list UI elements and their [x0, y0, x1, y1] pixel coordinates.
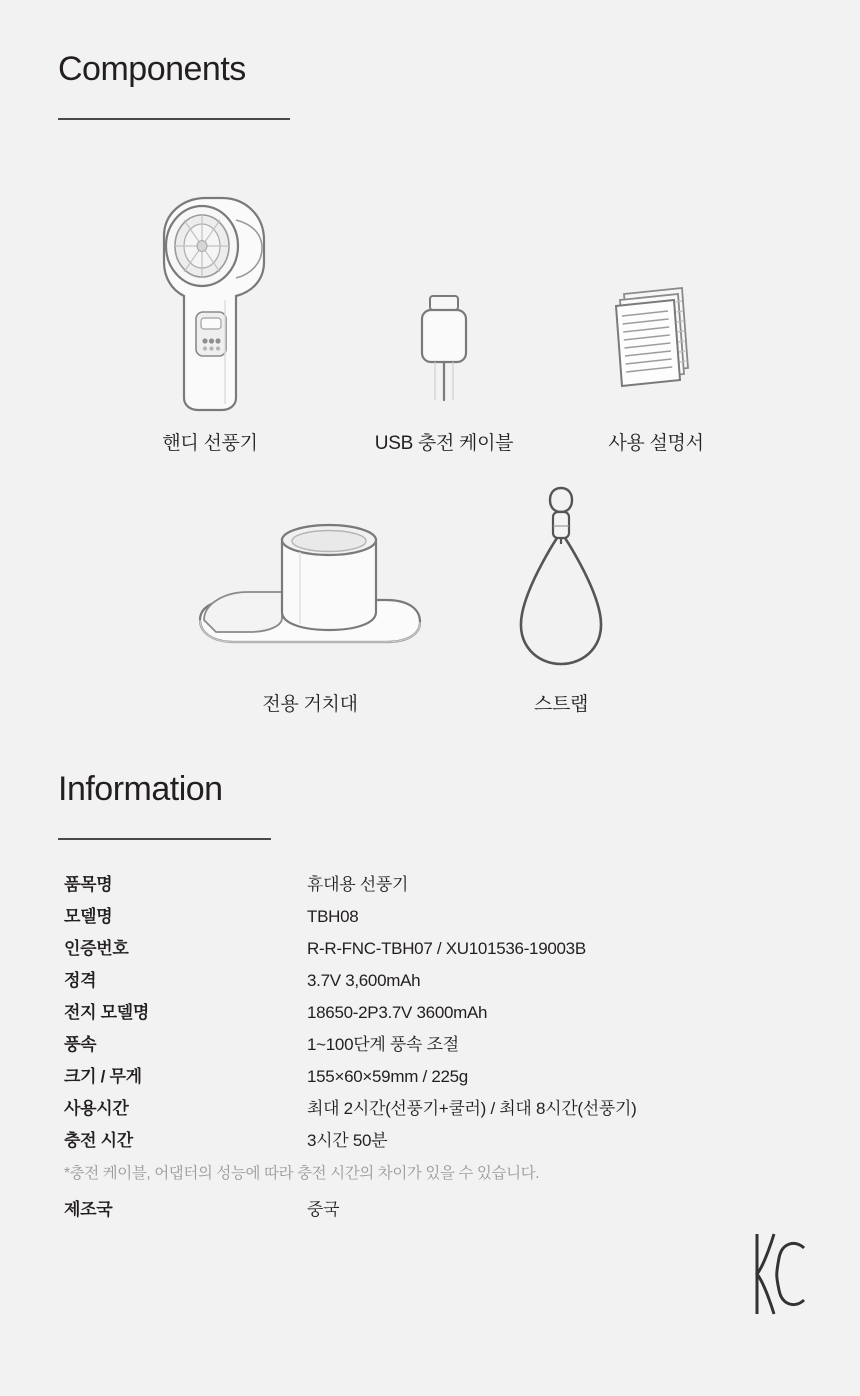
- table-row: [64, 1126, 804, 1151]
- spec-value: 휴대용 선풍기: [307, 875, 409, 894]
- spec-value: 1~100단계 풍속 조절: [307, 1035, 459, 1054]
- table-row: [64, 1195, 804, 1220]
- spec-key: 인증번호: [64, 939, 129, 958]
- spec-value: 155×60×59mm / 225g: [307, 1067, 468, 1086]
- table-row: [64, 966, 804, 991]
- spec-value: 중국: [307, 1200, 340, 1219]
- component-label: 스트랩: [533, 694, 589, 715]
- usb-cable-icon: [360, 190, 528, 415]
- spec-key: 충전 시간: [64, 1131, 133, 1150]
- spec-value: 최대 2시간(선풍기+쿨러) / 최대 8시간(선풍기): [307, 1099, 637, 1118]
- spec-value: TBH08: [307, 907, 359, 926]
- component-item-cradle: [190, 500, 430, 716]
- charging-time-note: *충전 케이블, 어댑터의 성능에 따라 충전 시간의 차이가 있을 수 있습니다.: [64, 1165, 540, 1182]
- kc-mark-icon: [752, 1232, 808, 1316]
- spec-key: 품목명: [64, 875, 113, 894]
- table-row: [64, 1094, 804, 1119]
- component-label: USB 충전 케이블: [374, 433, 514, 454]
- spec-value: R-R-FNC-TBH07 / XU101536-19003B: [307, 939, 586, 958]
- table-row: [64, 934, 804, 959]
- component-item-manual: [570, 190, 742, 455]
- manual-document-icon: [570, 190, 742, 415]
- component-item-handheld-fan: [118, 190, 302, 455]
- component-label: 전용 거치대: [262, 694, 358, 715]
- component-item-usb-cable: [360, 190, 528, 455]
- wrist-strap-icon: [478, 470, 644, 675]
- specification-table: [64, 870, 804, 1227]
- handheld-fan-icon: [118, 190, 302, 415]
- information-section-title: Information: [58, 770, 223, 808]
- component-label: 사용 설명서: [608, 433, 704, 454]
- spec-key: 사용시간: [64, 1099, 129, 1118]
- table-row: [64, 998, 804, 1023]
- table-row: [64, 902, 804, 927]
- spec-key: 정격: [64, 971, 97, 990]
- component-item-strap: [478, 470, 644, 716]
- spec-value: 3.7V 3,600mAh: [307, 971, 421, 990]
- spec-key: 풍속: [64, 1035, 97, 1054]
- table-row: [64, 870, 804, 895]
- information-title-underline: [58, 838, 271, 840]
- spec-key: 모델명: [64, 907, 113, 926]
- table-row: [64, 1030, 804, 1055]
- spec-key: 전지 모델명: [64, 1003, 150, 1022]
- spec-value: 18650-2P3.7V 3600mAh: [307, 1003, 488, 1022]
- spec-key: 크기 / 무게: [64, 1067, 142, 1086]
- charging-cradle-icon: [190, 500, 430, 675]
- table-row: [64, 1062, 804, 1087]
- component-label: 핸디 선풍기: [162, 433, 258, 454]
- components-section-title: Components: [58, 50, 246, 88]
- components-title-underline: [58, 118, 290, 120]
- spec-key: 제조국: [64, 1200, 113, 1219]
- spec-value: 3시간 50분: [307, 1131, 388, 1150]
